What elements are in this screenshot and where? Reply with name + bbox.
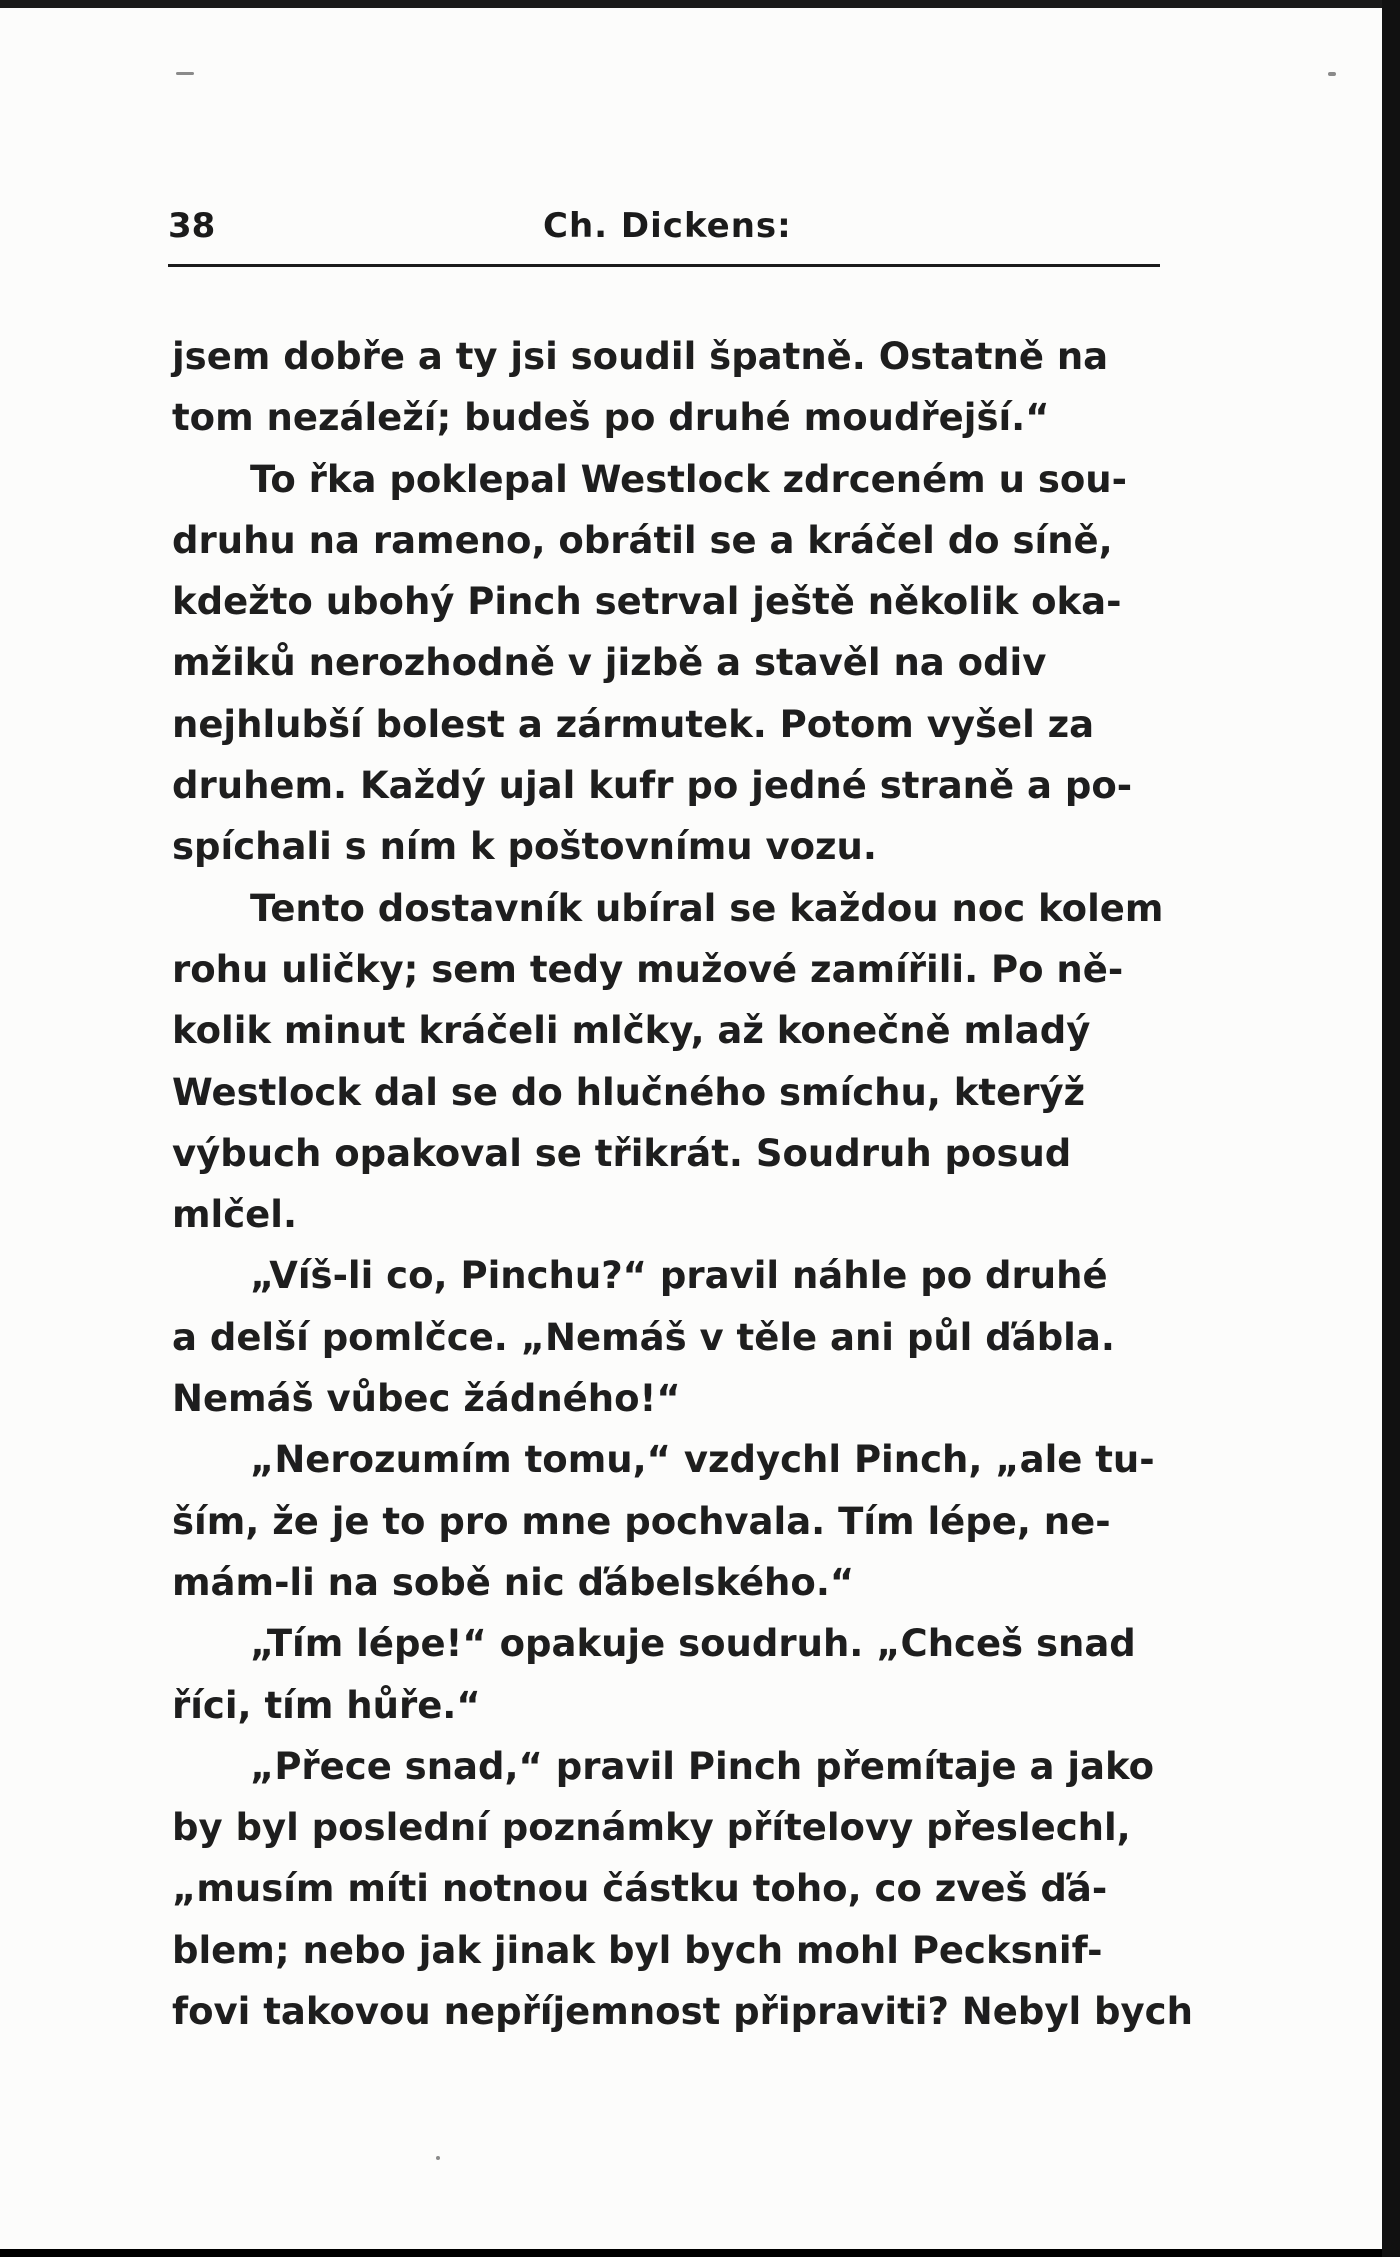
text-line: druhem. Každý ujal kufr po jedné straně a po- [172, 764, 1133, 808]
text-line: mlčel. [172, 1193, 298, 1237]
text-line: blem; nebo jak jinak byl bych mohl Pecksnif- [172, 1928, 1103, 1972]
text-line: fovi takovou nepříjemnost připraviti? Nebyl bych [172, 1990, 1193, 2034]
text-line: nejhlubší bolest a zármutek. Potom vyšel za [172, 702, 1095, 746]
running-head: Ch. Dickens: [543, 206, 792, 246]
text-line: druhu na rameno, obrátil se a kráčel do síně, [172, 518, 1113, 562]
text-line: tom nezáleží; budeš po druhé moudřejší.“ [172, 396, 1050, 440]
text-line: a delší pomlčce. „Nemáš v těle ani půl ďábla. [172, 1315, 1115, 1359]
text-line: To řka poklepal Westlock zdrceném u sou- [250, 457, 1127, 501]
text-line: Westlock dal se do hlučného smíchu, kterýž [172, 1070, 1086, 1114]
text-line: Nemáš vůbec žádného!“ [172, 1377, 681, 1421]
text-line: spíchali s ním k poštovnímu vozu. [172, 825, 877, 869]
text-line: „Tím lépe!“ opakuje soudruh. „Chceš snad [250, 1622, 1136, 1666]
text-line: ším, že je to pro mne pochvala. Tím lépe, ne- [172, 1499, 1111, 1543]
text-line: „Přece snad,“ pravil Pinch přemítaje a jako [250, 1744, 1155, 1788]
text-line: rohu uličky; sem tedy mužové zamířili. Po ně- [172, 947, 1124, 991]
text-line: mám-li na sobě nic ďábelského.“ [172, 1560, 855, 1604]
page-number: 38 [168, 206, 216, 246]
text-line: kdežto ubohý Pinch setrval ještě několik oka- [172, 580, 1122, 624]
header-rule [168, 264, 1160, 267]
text-line: mžiků nerozhodně v jizbě a stavěl na odiv [172, 641, 1047, 685]
text-line: kolik minut kráčeli mlčky, až konečně mladý [172, 1009, 1091, 1053]
page-header [168, 200, 1160, 256]
text-line: „Nerozumím tomu,“ vzdychl Pinch, „ale tu- [250, 1438, 1155, 1482]
scan-right-edge [1382, 0, 1400, 2257]
scan-speck [1328, 72, 1336, 76]
text-line: „Víš-li co, Pinchu?“ pravil náhle po druhé [250, 1254, 1108, 1298]
text-line: Tento dostavník ubíral se každou noc kolem [250, 886, 1164, 930]
text-line: jsem dobře a ty jsi soudil špatně. Ostatně na [172, 335, 1109, 378]
scan-speck [436, 2156, 440, 2160]
text-line: výbuch opakoval se třikrát. Soudruh posud [172, 1131, 1072, 1175]
scan-speck [176, 72, 194, 75]
text-line: by byl poslední poznámky přítelovy přeslechl, [172, 1806, 1131, 1850]
text-line: říci, tím hůře.“ [172, 1683, 481, 1727]
book-page [0, 8, 1382, 2249]
body-text [172, 326, 1193, 2042]
text-line: „musím míti notnou částku toho, co zveš ďá- [172, 1867, 1108, 1911]
scan-top-edge [0, 0, 1400, 8]
